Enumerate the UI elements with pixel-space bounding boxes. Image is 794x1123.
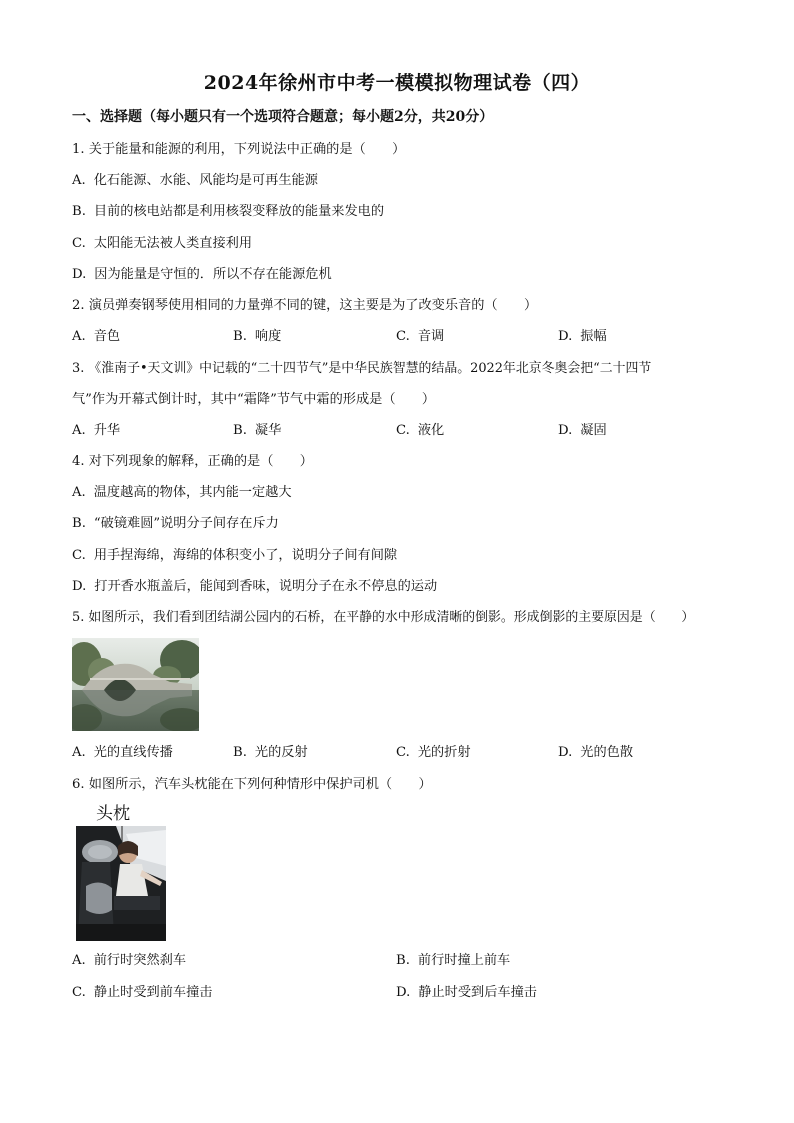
- option-letter: A.: [72, 329, 86, 344]
- option-text: 凝华: [254, 423, 282, 438]
- option-letter: C.: [396, 329, 410, 344]
- question-2-option-b: [233, 328, 281, 346]
- question-1-option-d: [72, 266, 332, 284]
- stone-bridge-reflection-photo: [72, 638, 199, 731]
- question-2-option-d: [558, 328, 607, 346]
- question-6-option-a: [72, 952, 186, 970]
- question-3-option-c: [396, 422, 444, 440]
- option-letter: C.: [396, 745, 410, 760]
- question-5-stem: 5. 如图所示，我们看到团结湖公园内的石桥，在平静的水中形成清晰的倒影。形成倒影的主要原因是（ ）: [72, 610, 695, 625]
- option-text: 音色: [93, 329, 121, 344]
- question-4-option-a: [72, 484, 292, 502]
- option-letter: D.: [72, 579, 87, 594]
- option-letter: B.: [396, 953, 410, 968]
- option-letter: A.: [72, 423, 86, 438]
- question-4-stem: 4. 对下列现象的解释，正确的是（ ）: [72, 454, 313, 469]
- option-text: 因为能量是守恒的．所以不存在能源危机: [94, 267, 332, 282]
- option-text: 音调: [417, 329, 445, 344]
- question-6-stem: 6. 如图所示，汽车头枕能在下列何种情形中保护司机（ ）: [72, 777, 432, 792]
- option-letter: B.: [72, 204, 86, 219]
- question-2-option-c: [396, 328, 444, 346]
- option-letter: A.: [72, 745, 86, 760]
- question-6-option-b: [396, 952, 510, 970]
- question-3-option-a: [72, 422, 120, 440]
- option-letter: C.: [72, 985, 86, 1000]
- question-2-option-a: [72, 328, 120, 346]
- section-heading: 一、选择题（每小题只有一个选项符合题意；每小题2分，共20分）: [72, 109, 494, 125]
- option-letter: D.: [558, 745, 573, 760]
- question-3-stem-line-1: 3. 《淮南子•天文训》中记载的“二十四节气”是中华民族智慧的结晶。2022年北京冬奥会把“二十四节: [72, 361, 652, 376]
- option-letter: A.: [72, 953, 86, 968]
- question-6-option-c: [72, 984, 213, 1002]
- option-text: 响度: [254, 329, 282, 344]
- option-letter: B.: [72, 516, 86, 531]
- question-4-option-d: [72, 578, 437, 596]
- option-letter: C.: [72, 548, 86, 563]
- option-letter: D.: [558, 329, 573, 344]
- option-text: 温度越高的物体，其内能一定越大: [93, 485, 292, 500]
- option-text: “破镜难圆”说明分子间存在斥力: [93, 516, 279, 531]
- question-4-option-c: [72, 547, 397, 565]
- option-text: 液化: [417, 423, 445, 438]
- option-text: 光的折射: [417, 745, 471, 760]
- question-3-stem-line-2: 气”作为开幕式倒计时，其中“霜降”节气中霜的形成是（ ）: [72, 392, 436, 407]
- question-1-option-c: [72, 235, 252, 253]
- headrest-label: 头枕: [96, 804, 130, 824]
- option-letter: C.: [396, 423, 410, 438]
- option-letter: D.: [72, 267, 87, 282]
- option-letter: A.: [72, 485, 86, 500]
- option-letter: A.: [72, 173, 86, 188]
- question-5-option-c: [396, 744, 471, 762]
- option-text: 打开香水瓶盖后，能闻到香味，说明分子在永不停息的运动: [94, 579, 438, 594]
- question-2-stem: 2. 演员弹奏钢琴使用相同的力量弹不同的键，这主要是为了改变乐音的（ ）: [72, 298, 538, 313]
- option-text: 化石能源、水能、风能均是可再生能源: [93, 173, 318, 188]
- page-title: 2024年徐州市中考一模模拟物理试卷（四）: [203, 72, 591, 94]
- option-letter: D.: [558, 423, 573, 438]
- option-letter: B.: [233, 745, 247, 760]
- question-6-option-d: [396, 984, 537, 1002]
- option-text: 光的反射: [254, 745, 308, 760]
- question-3-option-d: [558, 422, 607, 440]
- question-1-option-b: [72, 203, 384, 221]
- option-text: 前行时撞上前车: [417, 953, 511, 968]
- option-text: 静止时受到后车撞击: [418, 985, 537, 1000]
- question-4-option-b: [72, 515, 279, 533]
- question-5-option-d: [558, 744, 633, 762]
- option-text: 前行时突然刹车: [93, 953, 187, 968]
- option-text: 用手捏海绵，海绵的体积变小了，说明分子间有间隙: [93, 548, 398, 563]
- option-letter: D.: [396, 985, 411, 1000]
- option-text: 太阳能无法被人类直接利用: [93, 236, 253, 251]
- option-text: 目前的核电站都是利用核裂变释放的能量来发电的: [93, 204, 385, 219]
- question-1-stem: 1. 关于能量和能源的利用，下列说法中正确的是（ ）: [72, 142, 406, 157]
- option-text: 振幅: [580, 329, 607, 344]
- option-text: 光的色散: [580, 745, 634, 760]
- question-5-option-a: [72, 744, 173, 762]
- car-headrest-photo: [76, 826, 166, 941]
- question-5-option-b: [233, 744, 308, 762]
- option-letter: C.: [72, 236, 86, 251]
- question-3-option-b: [233, 422, 281, 440]
- option-text: 升华: [93, 423, 121, 438]
- question-1-option-a: [72, 172, 318, 190]
- option-text: 光的直线传播: [93, 745, 173, 760]
- option-text: 凝固: [580, 423, 607, 438]
- option-letter: B.: [233, 423, 247, 438]
- option-letter: B.: [233, 329, 247, 344]
- option-text: 静止时受到前车撞击: [93, 985, 213, 1000]
